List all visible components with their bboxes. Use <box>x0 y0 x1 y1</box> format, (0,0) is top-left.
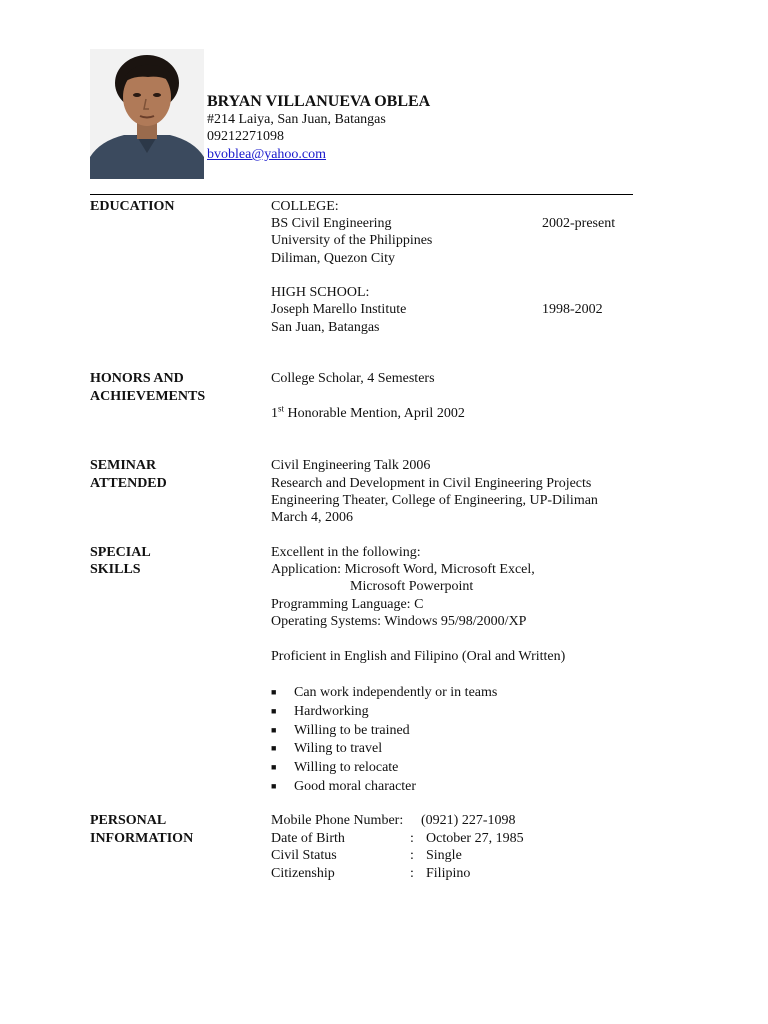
skill-bullet-item: Wiling to travel <box>294 741 383 756</box>
highschool-location: San Juan, Batangas <box>271 320 380 335</box>
skills-application: Application: Microsoft Word, Microsoft Excel, <box>271 562 535 577</box>
field-separator: : <box>410 866 414 881</box>
seminar-line: Engineering Theater, College of Engineering, UP-Diliman <box>271 493 598 508</box>
honor-item-scholar: College Scholar, 4 Semesters <box>271 371 435 386</box>
skill-bullet-item: Willing to relocate <box>294 760 399 775</box>
mobile-value: (0921) 227-1098 <box>421 813 516 828</box>
address: #214 Laiya, San Juan, Batangas <box>207 112 386 127</box>
civil-status-value: Single <box>426 848 462 863</box>
skills-heading-line2: SKILLS <box>90 562 141 577</box>
skill-bullet-item: Good moral character <box>294 779 417 794</box>
bullet-icon: ■ <box>271 781 277 791</box>
applicant-name: BRYAN VILLANUEVA OBLEA <box>207 93 431 110</box>
skill-bullet-item: Can work independently or in teams <box>294 685 498 700</box>
college-school: University of the Philippines <box>271 233 433 248</box>
personal-heading-line1: PERSONAL <box>90 813 167 828</box>
header-divider <box>90 194 633 195</box>
seminar-line: Civil Engineering Talk 2006 <box>271 458 431 473</box>
honor-text: Honorable Mention, April 2002 <box>284 406 465 421</box>
citizenship-label: Citizenship <box>271 866 335 881</box>
skill-bullet-item: Willing to be trained <box>294 723 410 738</box>
bullet-icon: ■ <box>271 687 277 697</box>
mobile-label: Mobile Phone Number: <box>271 813 404 828</box>
skill-bullet-item: Hardworking <box>294 704 369 719</box>
bullet-icon: ■ <box>271 706 277 716</box>
college-label: COLLEGE: <box>271 199 339 214</box>
bullet-icon: ■ <box>271 743 277 753</box>
skills-intro: Excellent in the following: <box>271 545 421 560</box>
highschool-school: Joseph Marello Institute <box>271 302 407 317</box>
highschool-label: HIGH SCHOOL: <box>271 285 370 300</box>
citizenship-value: Filipino <box>426 866 471 881</box>
skills-heading-line1: SPECIAL <box>90 545 151 560</box>
seminar-line: Research and Development in Civil Engineering Projects <box>271 476 592 491</box>
skills-application-cont: Microsoft Powerpoint <box>350 579 474 594</box>
honor-number: 1 <box>271 406 278 421</box>
honor-ordinal-suffix: st <box>278 403 285 414</box>
highschool-years: 1998-2002 <box>542 302 603 317</box>
college-location: Diliman, Quezon City <box>271 251 396 266</box>
dob-label: Date of Birth <box>271 831 345 846</box>
phone-number: 09212271098 <box>207 129 284 144</box>
seminar-heading-line1: SEMINAR <box>90 458 157 473</box>
civil-status-label: Civil Status <box>271 848 337 863</box>
skills-os: Operating Systems: Windows 95/98/2000/XP <box>271 614 527 629</box>
college-degree: BS Civil Engineering <box>271 216 392 231</box>
honor-item-mention <box>271 405 465 422</box>
skills-programming: Programming Language: C <box>271 597 424 612</box>
honors-heading-line2: ACHIEVEMENTS <box>90 389 206 404</box>
email-link[interactable]: bvoblea@yahoo.com <box>207 147 327 162</box>
honors-heading-line1: HONORS AND <box>90 371 184 386</box>
bullet-icon: ■ <box>271 762 277 772</box>
field-separator: : <box>410 831 414 846</box>
college-years: 2002-present <box>542 216 616 231</box>
profile-photo <box>90 49 204 179</box>
bullet-icon: ■ <box>271 725 277 735</box>
field-separator: : <box>410 848 414 863</box>
seminar-line: March 4, 2006 <box>271 510 354 525</box>
seminar-heading-line2: ATTENDED <box>90 476 167 491</box>
dob-value: October 27, 1985 <box>426 831 524 846</box>
skills-languages: Proficient in English and Filipino (Oral and Written) <box>271 649 566 664</box>
education-heading: EDUCATION <box>90 199 175 214</box>
personal-heading-line2: INFORMATION <box>90 831 194 846</box>
